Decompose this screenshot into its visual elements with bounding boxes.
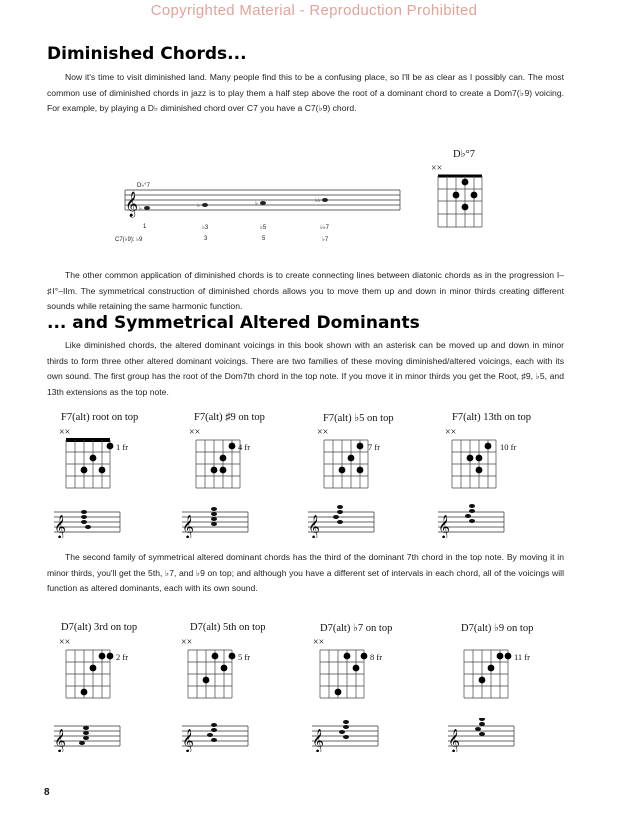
notation-d7-flat9 xyxy=(446,718,518,757)
svg-text:♭: ♭ xyxy=(255,201,258,207)
staff-chord-label: D♭°7 xyxy=(137,183,150,189)
interval-4: ♭♭7 xyxy=(320,225,329,231)
chord-label-d7-3rd: D7(alt) 3rd on top xyxy=(61,622,138,633)
copyright-watermark: Copyrighted Material - Reproduction Prohibited xyxy=(150,2,478,19)
degree-2: 5 xyxy=(262,236,266,242)
svg-text:××: ×× xyxy=(431,163,443,174)
paragraph-diminished-intro: Now it's time to visit diminished land. Many people find this to be a confusing place, so I'll be as clear as I possibly can. The most common use of diminished chords in jazz is to play them a half step above the root of a dominant chord to create a Dom7(♭9) voicing. For example, by playing a D♭ diminished chord over C7 you have a C7(♭9) chord. xyxy=(47,72,564,114)
degree-1: 3 xyxy=(204,236,208,242)
treble-clef-icon: 𝄞 xyxy=(182,730,194,752)
svg-text:××: ×× xyxy=(189,427,201,438)
paragraph-altered-second-family: The second family of symmetrical altered dominant chords has the third of the dominant 7th chord in the top note. By moving it in minor thirds, you'll get the 5th, ♭7, and ♭9 on top; and although you have a different set of intervals in each chord, all of the voicings will function as altered dominants, each with its own sound. xyxy=(47,552,564,594)
treble-clef-icon: 𝄞 xyxy=(54,516,66,538)
fret-marker: 10 fr xyxy=(500,442,517,452)
interval-3: ♭5 xyxy=(260,225,267,231)
svg-text:××: ×× xyxy=(313,637,325,648)
page-number: 8 xyxy=(44,787,50,798)
svg-text:♭♭: ♭♭ xyxy=(315,198,321,204)
treble-clef-icon: 𝄞 xyxy=(312,730,324,752)
chord-diagram-f7-flat5 xyxy=(316,424,376,501)
fret-marker: 11 fr xyxy=(514,652,530,662)
notation-f7-13th xyxy=(436,504,508,543)
fret-marker: 7 fr xyxy=(368,442,381,452)
svg-text:××: ×× xyxy=(445,427,457,438)
interval-2: ♭3 xyxy=(202,225,209,231)
treble-clef-icon: 𝄞 xyxy=(125,191,139,216)
svg-text:♭: ♭ xyxy=(197,203,200,209)
chord-diagram-d7-flat9 xyxy=(456,634,516,711)
notation-f7-sharp9 xyxy=(180,504,252,543)
paragraph-altered-intro: Like diminished chords, the altered dominant voicings in this book shown with an asterisk can be moved up and down in minor thirds to form three other altered dominant voicings. There are two families of these moving diminished/altered voicings, each with its own sound. The first group has the root of the Dom7th chord in the top note. If you move it in minor thirds you get the Root, ♯9, ♭5, and 13th extensions as the top note. xyxy=(47,340,564,397)
notation-d7-5th xyxy=(180,718,252,757)
chord-label-f7-flat5: F7(alt) ♭5 on top xyxy=(323,413,394,424)
chord-label-f7-13th: F7(alt) 13th on top xyxy=(452,412,532,423)
fret-marker: 5 fr xyxy=(238,652,251,662)
chord-label-d7-5th: D7(alt) 5th on top xyxy=(190,622,266,633)
notation-example-dim xyxy=(115,178,405,250)
staff-dim-example xyxy=(115,178,405,250)
fret-marker: 2 fr xyxy=(116,652,129,662)
treble-clef-icon: 𝄞 xyxy=(448,730,460,752)
treble-clef-icon: 𝄞 xyxy=(182,516,194,538)
c7b9-label: C7(♭9): ♭9 xyxy=(115,237,143,243)
svg-text:××: ×× xyxy=(59,637,71,648)
chord-diagram-f7-root xyxy=(58,424,118,501)
svg-text:××: ×× xyxy=(181,637,193,648)
chord-diagram-d7-3rd xyxy=(58,634,118,711)
chord-diagram-d7-5th xyxy=(180,634,240,711)
fret-marker: 4 fr xyxy=(238,442,251,452)
svg-text:××: ×× xyxy=(317,427,329,438)
chord-diagram-dbdim7 xyxy=(430,160,490,240)
paragraph-diminished-application: The other common application of diminished chords is to create connecting lines between diatonic chords as in the progression I–♯I°–IIm. The symmetrical construction of diminished chords allows you to move them up and down in minor thirds creating different sounds while retaining the same harmonic function. xyxy=(47,270,564,312)
degree-3: ♭7 xyxy=(322,237,329,243)
chord-label-d7-flat9: D7(alt) ♭9 on top xyxy=(461,623,534,634)
chord-name-dbdim7: D♭°7 xyxy=(453,149,475,160)
treble-clef-icon: 𝄞 xyxy=(54,730,66,752)
notation-d7-flat7 xyxy=(310,718,382,757)
chord-diagram-f7-sharp9 xyxy=(188,424,251,501)
chord-diagram-f7-13th xyxy=(444,424,504,501)
interval-1: 1 xyxy=(143,224,147,230)
chord-label-d7-flat7: D7(alt) ♭7 on top xyxy=(320,623,393,634)
svg-text:××: ×× xyxy=(59,427,71,438)
section-heading-altered-dominants: ... and Symmetrical Altered Dominants xyxy=(47,313,420,333)
notation-f7-flat5 xyxy=(306,504,378,543)
notation-f7-root xyxy=(52,504,124,543)
treble-clef-icon: 𝄞 xyxy=(438,516,450,538)
chord-diagram-d7-flat7 xyxy=(312,634,372,711)
treble-clef-icon: 𝄞 xyxy=(308,516,320,538)
fret-marker: 8 fr xyxy=(370,652,383,662)
fret-marker: 1 fr xyxy=(116,442,129,452)
section-heading-diminished: Diminished Chords... xyxy=(47,44,247,64)
svg-text:♭: ♭ xyxy=(139,206,142,212)
chord-label-f7-sharp9: F7(alt) ♯9 on top xyxy=(194,412,265,423)
chord-label-f7-root: F7(alt) root on top xyxy=(61,412,139,423)
notation-d7-3rd xyxy=(52,718,124,757)
